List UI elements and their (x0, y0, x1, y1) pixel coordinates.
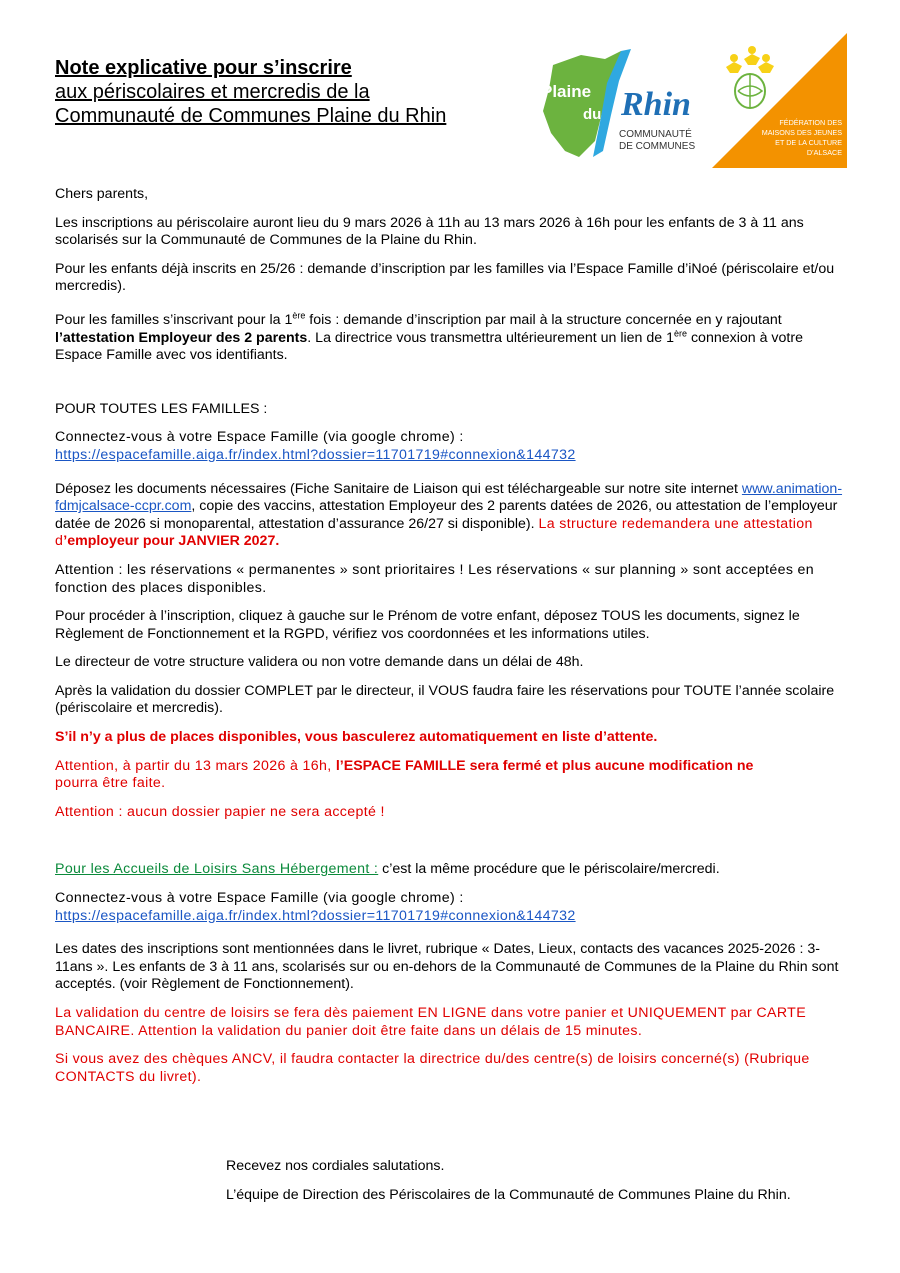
paragraph-ancv: Si vous avez des chèques ANCV, il faudra contacter la directrice du/des centre(s) de loisirs concerné(s) (Rubrique CONTACTS du livret). (55, 1051, 810, 1085)
espace-famille-link-2[interactable]: https://espacefamille.aiga.fr/index.html?dossier=11701719#connexion&144732 (55, 907, 576, 924)
paragraph-dates-livret: Les dates des inscriptions sont mentionnées dans le livret, rubrique « Dates, Lieux, contacts des vacances 2025-2026 : 3-11ans ». Les enfants de 3 à 11 ans, scolarisés sur ou en-dehors de la Communauté de Communes de la Plaine du Rhin sont acceptés. (voir Règlement de Fonctionnement). (55, 941, 839, 993)
signature: L’équipe de Direction des Périscolaires de la Communauté de Communes Plaine du Rhin. (226, 1186, 791, 1203)
federation-line-4: D’ALSACE (806, 148, 842, 157)
federation-mjc-logo (712, 33, 847, 168)
rhin-logo-sub-2: DE COMMUNES (619, 141, 696, 152)
paragraph-procedure: Pour procéder à l’inscription, cliquez à gauche sur le Prénom de votre enfant, déposez TOUS les documents, signez le Règlement de Fonctionnement et la RGPD, vérifiez vos coordonnées et les informations utiles. (55, 608, 800, 642)
paragraph-waiting-list: S’il n’y a plus de places disponibles, vous basculerez automatiquement en liste d’attente. (55, 729, 658, 746)
alsh-link[interactable]: Pour les Accueils de Loisirs Sans Hébergement : (55, 861, 379, 878)
rhin-logo-word-3: Rhin (621, 86, 691, 123)
paragraph-alsh: Pour les Accueils de Loisirs Sans Hébergement : c’est la même procédure que le périscolaire/mercredi. (55, 861, 720, 878)
rhin-logo-sub-1: COMMUNAUTÉ (619, 129, 692, 140)
paragraph-already-registered: Pour les enfants déjà inscrits en 25/26 : demande d’inscription par les familles via l’Espace Famille d’iNoé (périscolaire et/ou mercredis). (55, 260, 835, 295)
title-line-3: Communauté de Communes Plaine du Rhin (55, 105, 447, 127)
paragraph-first-time: Pour les familles s’inscrivant pour la 1ère fois : demande d’inscription par mail à la structure concernée en y rajoutant l’attestation Employeur des 2 parents. La directrice vous transmettra ultérieurement un lien de 1ère connexion à votre Espace Famille avec vos identifiants. (55, 310, 803, 364)
paragraph-documents: Déposez les documents nécessaires (Fiche Sanitaire de Liaison qui est téléchargeable sur notre site internet www.animation-fdmjcalsace-ccpr.com, copie des vaccins, attestation Employeur des 2 parents datées de 2026, ou attestation de l’employeur datée de 2026 si monoparental, attestation d’assurance 26/27 si disponible). La structure redemandera une attestation d’employeur pour JANVIER 2027. (55, 480, 843, 550)
paragraph-payment: La validation du centre de loisirs se fera dès paiement EN LIGNE dans votre panier et UNIQUEMENT par CARTE BANCAIRE. Attention la validation du panier doit être faite dans un délais de 15 minutes. (55, 1005, 807, 1039)
federation-figures-icon (726, 46, 774, 108)
paragraph-dates: Les inscriptions au périscolaire auront lieu du 9 mars 2026 à 11h au 13 mars 2026 à 16h pour les enfants de 3 à 11 ans scolarisés sur la Communauté de Communes de la Plaine du Rhin. (55, 214, 804, 249)
closing-block (226, 1158, 846, 1204)
document-title (55, 56, 525, 128)
title-line-2: aux périscolaires et mercredis de la (55, 81, 370, 103)
connect-label-2: Connectez-vous à votre Espace Famille (via google chrome) : (55, 890, 464, 907)
paragraph-after-validation: Après la validation du dossier COMPLET par le directeur, il VOUS faudra faire les réservations pour TOUTE l’année scolaire (périscolaire et mercredis). (55, 682, 835, 717)
federation-line-1: FÉDÉRATION DES (779, 118, 842, 127)
salutation: Recevez nos cordiales salutations. (226, 1158, 445, 1174)
title-line-1: Note explicative pour s’inscrire (55, 57, 352, 79)
rhin-logo-word-2: du (583, 106, 602, 123)
paragraph-no-paper: Attention : aucun dossier papier ne sera accepté ! (55, 803, 385, 820)
letter-body (55, 186, 847, 1086)
plaine-du-rhin-logo (535, 45, 705, 165)
rhin-logo-word-1: Plaine (541, 82, 592, 101)
federation-line-3: ET DE LA CULTURE (775, 138, 842, 147)
paragraph-espace-closed: Attention, à partir du 13 mars 2026 à 16h, l’ESPACE FAMILLE sera fermé et plus aucune modification ne pourra être faite. (55, 757, 754, 792)
paragraph-validation: Le directeur de votre structure validera ou non votre demande dans un délai de 48h. (55, 654, 584, 671)
connect-label: Connectez-vous à votre Espace Famille (via google chrome) : (55, 429, 464, 446)
greeting: Chers parents, (55, 186, 149, 202)
espace-famille-link[interactable]: https://espacefamille.aiga.fr/index.html?dossier=11701719#connexion&144732 (55, 446, 576, 463)
all-families-heading: POUR TOUTES LES FAMILLES : (55, 400, 268, 417)
federation-line-2: MAISONS DES JEUNES (761, 128, 842, 137)
paragraph-attention-reservations: Attention : les réservations « permanentes » sont prioritaires ! Les réservations « sur planning » sont acceptées en fonction des places disponibles. (55, 561, 815, 596)
fdmjc-website-link[interactable]: www.animation-fdmjcalsace-ccpr.com (55, 480, 843, 515)
